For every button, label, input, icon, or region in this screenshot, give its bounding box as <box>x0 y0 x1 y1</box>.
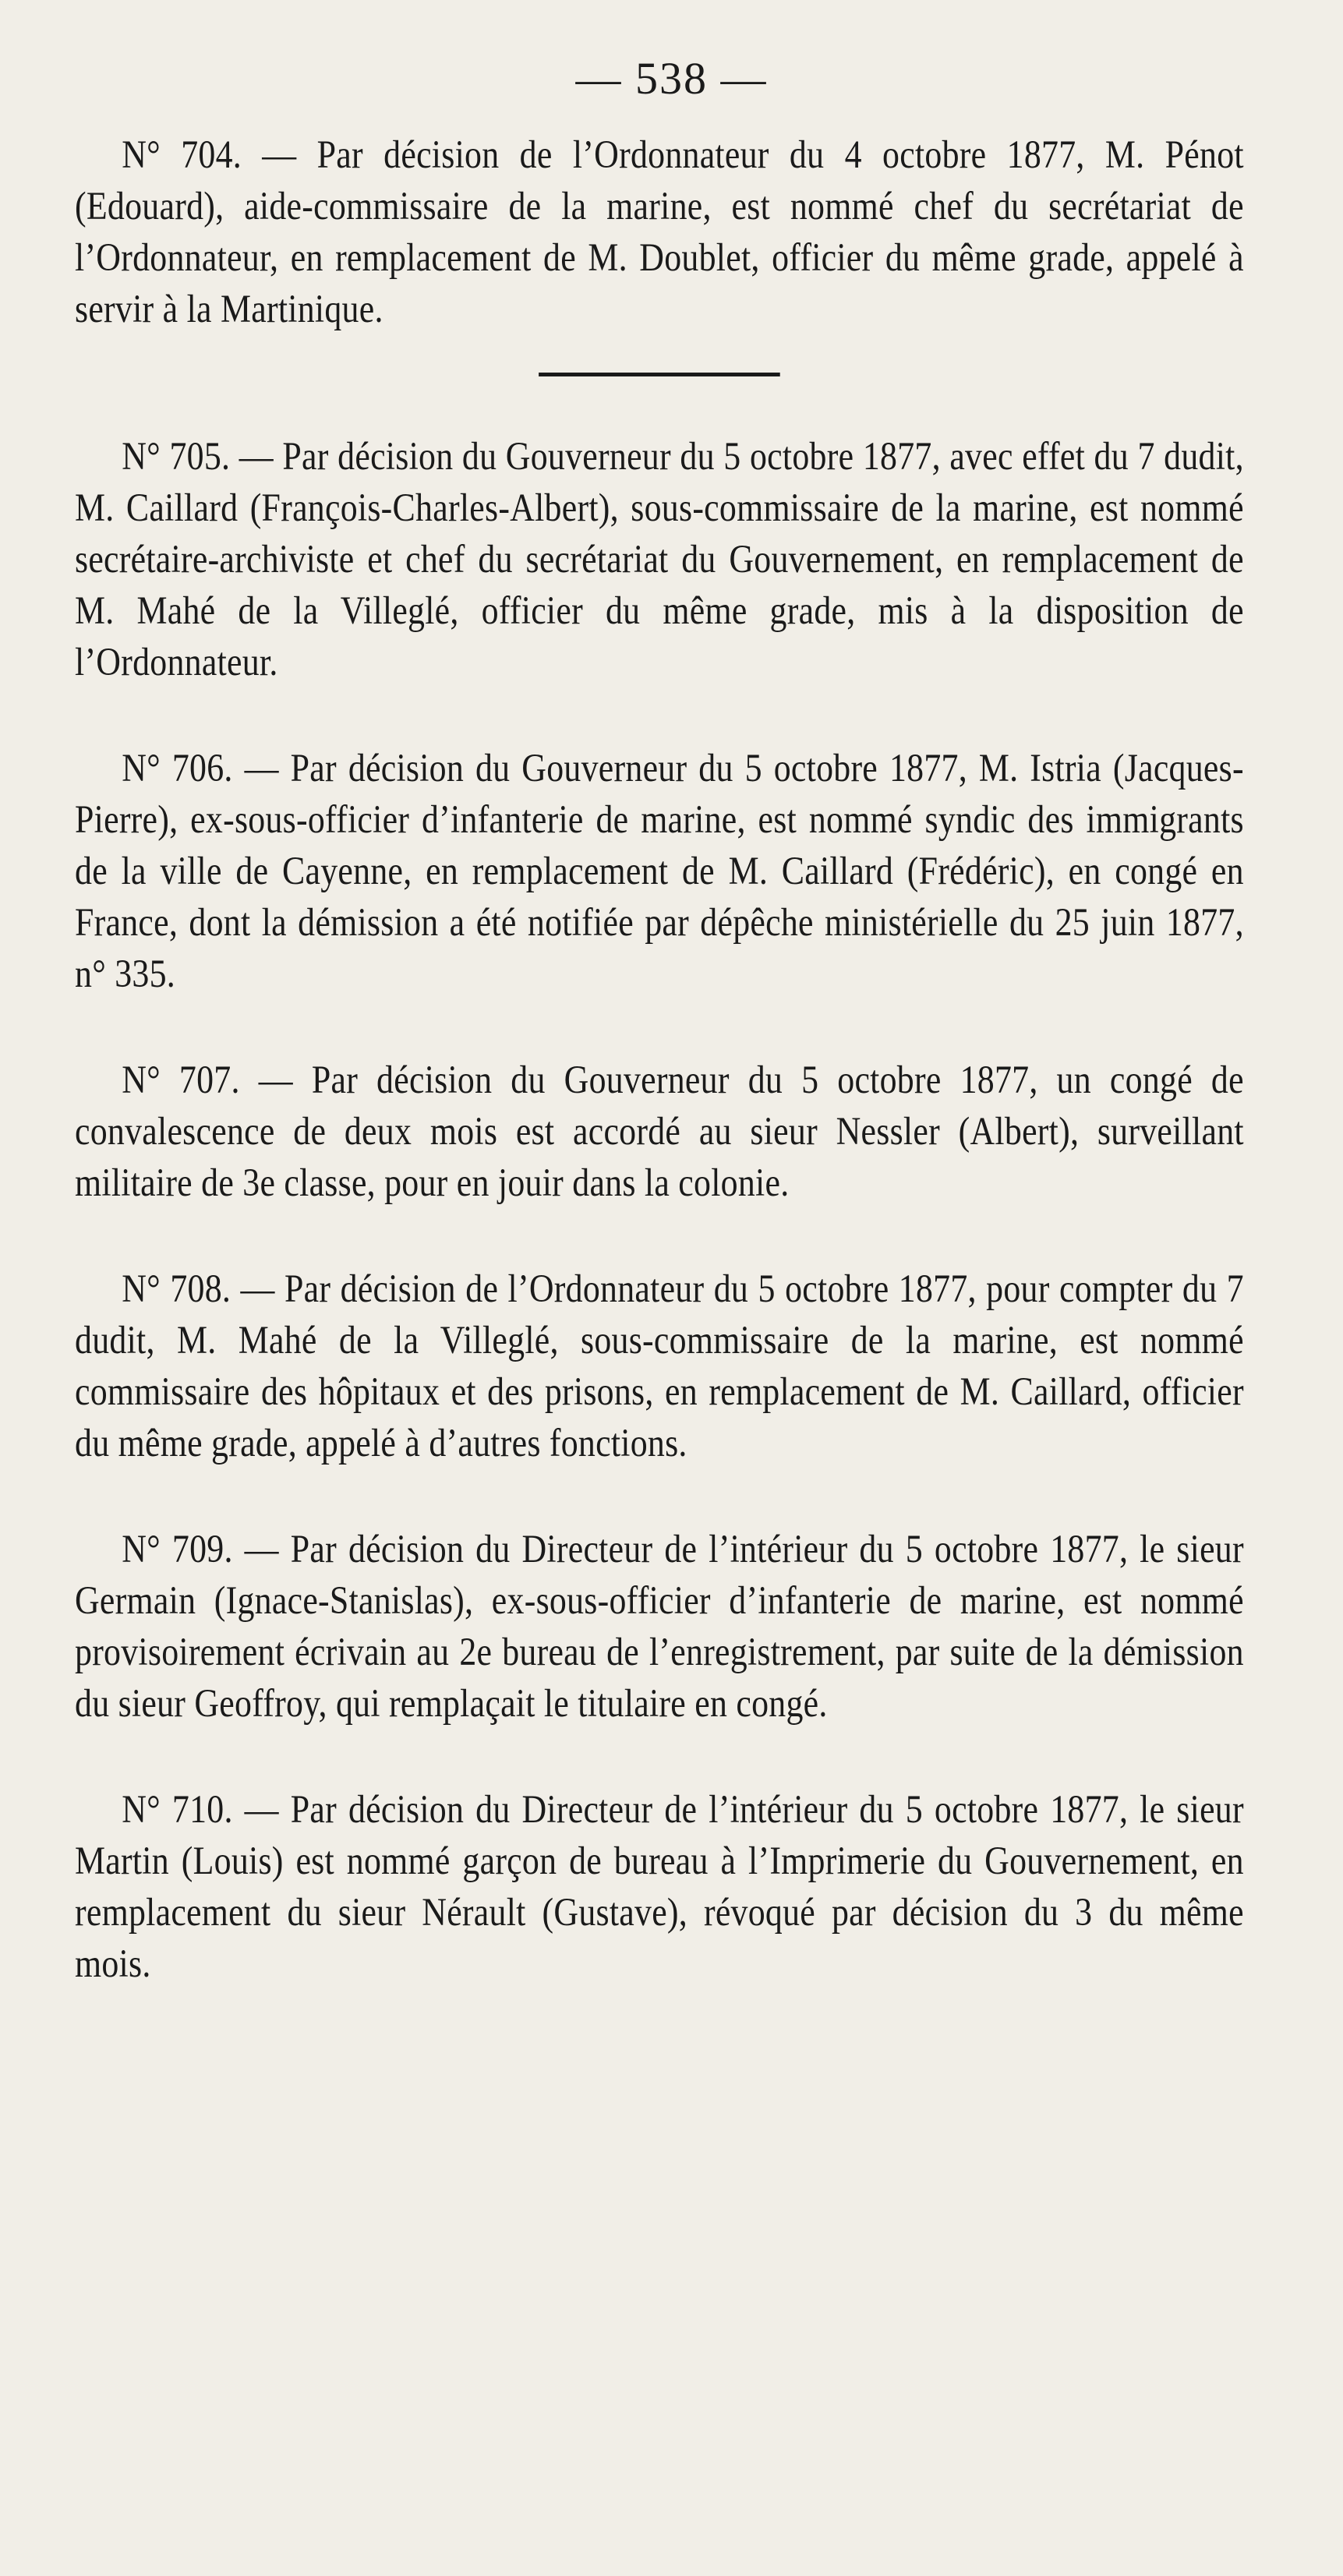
entry-708: N° 708. — Par décision de l’Ordonnateur du 5 octobre 1877, pour compter du 7 dudit, M. Mahé de la Villeglé, sous-commissaire de la marine, est nommé commissaire des hôpitaux et des prisons, en remplacement de M. Caillard, officier du même grade, appelé à d’autres fonctions. <box>75 1267 1244 1465</box>
entry-710: N° 710. — Par décision du Directeur de l’intérieur du 5 octobre 1877, le sieur Martin (Louis) est nommé garçon de bureau à l’Imprimerie du Gouvernement, en remplacement du sieur Nérault (Gustave), révoqué par décision du 3 du même mois. <box>75 1788 1244 1986</box>
text-column-inner <box>75 129 1244 1990</box>
entry-709: N° 709. — Par décision du Directeur de l’intérieur du 5 octobre 1877, le sieur Germain (Ignace-Stanislas), ex-sous-officier d’infanterie de marine, est nommé provisoirement écrivain au 2e bureau de l’enregistrement, par suite de la démission du sieur Geoffroy, qui remplaçait le titulaire en congé. <box>75 1528 1244 1726</box>
text-column <box>75 129 1244 1990</box>
entry-707: N° 707. — Par décision du Gouverneur du 5 octobre 1877, un congé de convalescence de deux mois est accordé au sieur Nessler (Albert), surveillant militaire de 3e classe, pour en jouir dans la colonie. <box>75 1058 1244 1205</box>
entry-706: N° 706. — Par décision du Gouverneur du 5 octobre 1877, M. Istria (Jacques-Pierre), ex-sous-officier d’infanterie de marine, est nommé syndic des immigrants de la ville de Cayenne, en remplacement de M. Caillard (Frédéric), en congé en France, dont la démission a été notifiée par dépêche ministérielle du 25 juin 1877, n° 335. <box>75 747 1244 996</box>
section-divider <box>539 373 780 376</box>
entry-704: N° 704. — Par décision de l’Ordonnateur du 4 octobre 1877, M. Pénot (Edouard), aide-commissaire de la marine, est nommé chef du secrétariat de l’Ordonnateur, en remplacement de M. Doublet, officier du même grade, appelé à servir à la Martinique. <box>75 133 1244 331</box>
page-number: — 538 — <box>575 53 768 104</box>
entry-705: N° 705. — Par décision du Gouverneur du 5 octobre 1877, avec effet du 7 dudit, M. Caillard (François-Charles-Albert), sous-commissaire de la marine, est nommé secrétaire-archiviste et chef du secrétariat du Gouvernement, en remplacement de M. Mahé de la Villeglé, officier du même grade, mis à la disposition de l’Ordonnateur. <box>75 435 1244 684</box>
